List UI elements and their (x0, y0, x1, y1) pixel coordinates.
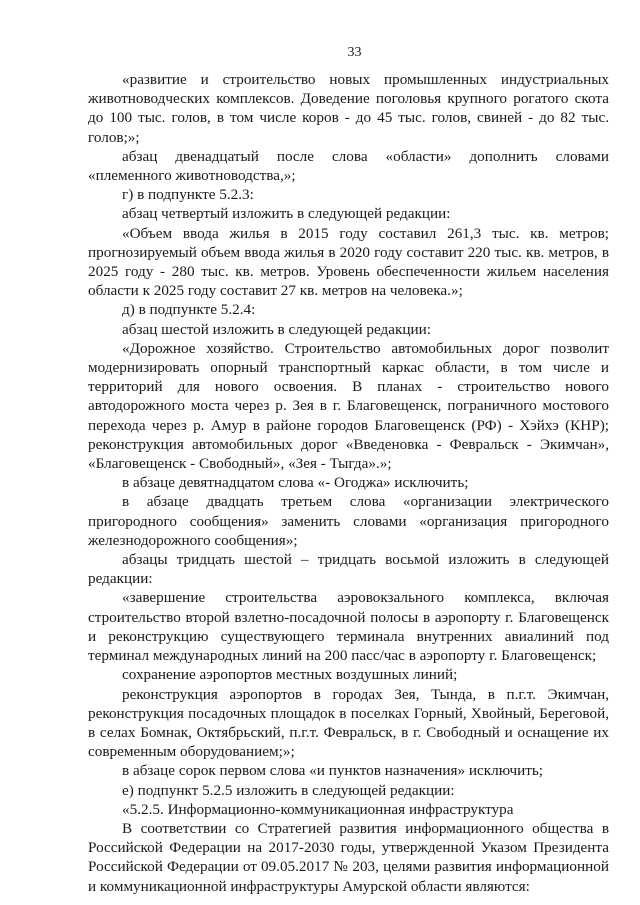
paragraph: абзац шестой изложить в следующей редакции: (122, 320, 431, 338)
paragraph: «развитие и строительство новых промышленных индустриальных животноводческих комплексов. Доведение поголовья крупного рогатого скота до 100 тыс. голов, в том числе коров - до 45 тыс. голов, свиней - до 82 тыс. голов;»; (88, 71, 609, 146)
paragraph: В соответствии со Стратегией развития информационного общества в Российской Федерации на 2017-2030 годы, утвержденной Указом Президента Российской Федерации от 09.05.2017 № 203, целями развития информационной и коммуникационной инфраструктуры Амурской области являются: (88, 819, 609, 895)
paragraph: «Дорожное хозяйство. Строительство автомобильных дорог позволит модернизировать опорный транспортный каркас области, в том числе и территорий для нового освоения. В планах - строительство нового автодорожного моста через р. Зея в г. Благовещенск, пограничного мостового перехода через р. Амур в районе городов Благовещенск (РФ) - Хэйхэ (КНР); реконструкция автомобильных дорог «Введеновка - Февральск - Экимчан», «Благовещенск - Свободный», «Зея - Тыгда».»; (88, 339, 609, 473)
paragraph: абзац четвертый изложить в следующей редакции: (122, 205, 451, 223)
paragraph: абзац двенадцатый после слова «области» дополнить словами «племенного животноводства,»; (88, 147, 609, 185)
paragraph: абзацы тридцать шестой – тридцать восьмой изложить в следующей редакции: (88, 551, 609, 588)
paragraph: в абзаце двадцать третьем слова «организации электрического пригородного сообщения» заменить словами «организация пригородного железнодорожного сообщения»; (88, 493, 609, 549)
paragraph: д) в подпункте 5.2.4: (122, 301, 256, 319)
paragraph: «5.2.5. Информационно-коммуникационная инфраструктура (122, 800, 514, 818)
paragraph: сохранение аэропортов местных воздушных линий; (122, 666, 458, 684)
paragraph: е) подпункт 5.2.5 изложить в следующей редакции: (122, 781, 455, 799)
document-body (88, 70, 609, 896)
paragraph: «завершение строительства аэровокзального комплекса, включая строительство второй взлетно-посадочной полосы в аэропорту г. Благовещенск и реконструкцию существующего терминала внутренних авиалиний под терминал международных линий на 200 пасс/час в аэропорту г. Благовещенск; (88, 589, 609, 665)
paragraph: реконструкция аэропортов в городах Зея, Тында, в п.г.т. Экимчан, реконструкция посадочных площадок в поселках Горный, Хвойный, Береговой, в селах Бомнак, Октябрьский, п.г.т. Февральск, в г. Свободный и оснащение их современным оборудованием;»; (88, 685, 609, 761)
paragraph: «Объем ввода жилья в 2015 году составил 261,3 тыс. кв. метров; прогнозируемый объем ввода жилья в 2020 году составит 220 тыс. кв. метров, в 2025 году - 280 тыс. кв. метров. Уровень обеспеченности жильем населения области к 2025 году составит 27 кв. метров на человека.»; (88, 224, 609, 300)
page-number: 33 (347, 45, 362, 60)
paragraph: г) в подпункте 5.2.3: (122, 186, 254, 204)
paragraph: в абзаце девятнадцатом слова «- Огоджа» исключить; (122, 474, 469, 492)
paragraph: в абзаце сорок первом слова «и пунктов назначения» исключить; (122, 762, 544, 780)
